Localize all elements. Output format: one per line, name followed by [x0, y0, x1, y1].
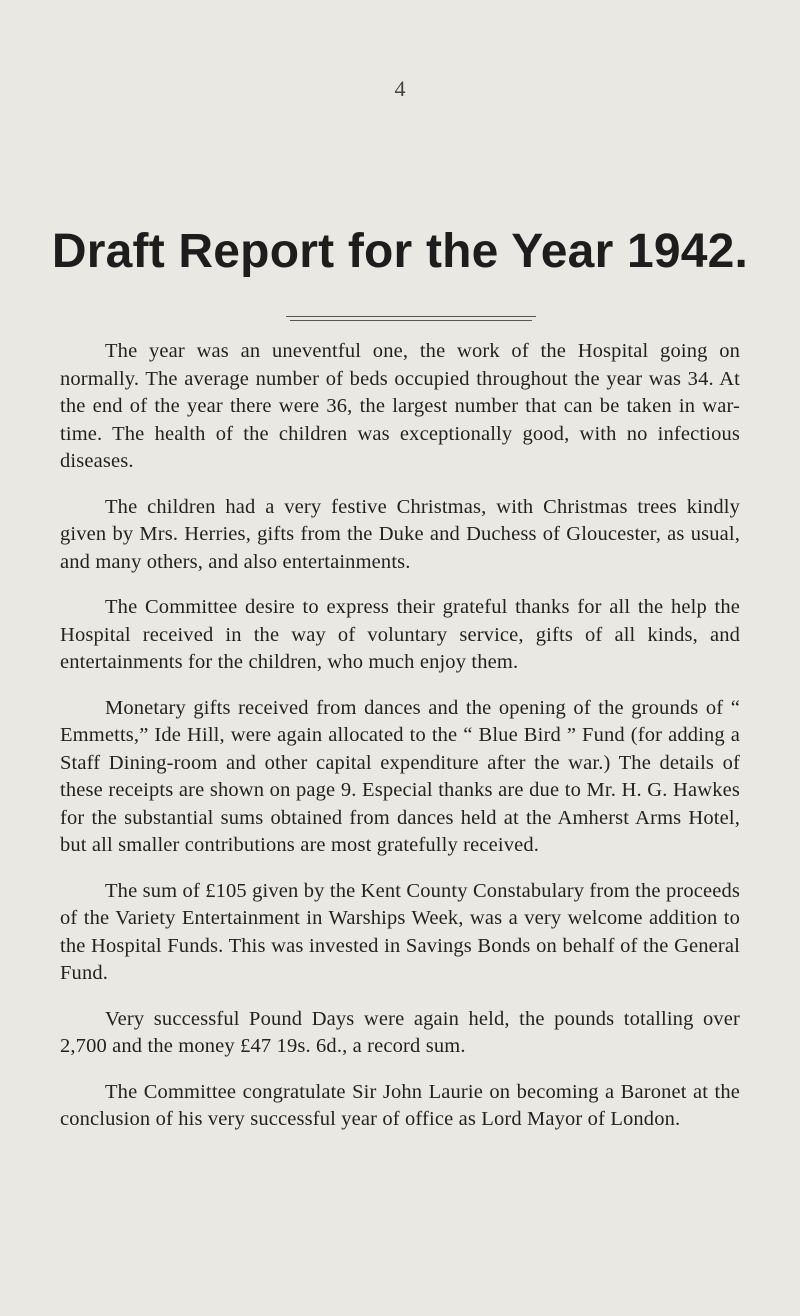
- title-rule-bottom: [290, 320, 532, 321]
- report-body: [60, 338, 740, 1152]
- paragraph-pound-days: Very successful Pound Days were again held, the pounds totalling over 2,700 and the money £47 19s. 6d., a record sum.: [60, 1007, 740, 1057]
- paragraph-christmas: The children had a very festive Christmas, with Christmas trees kindly given by Mrs. Herries, gifts from the Duke and Duchess of Gloucester, as usual, and many others, and also entertainments.: [60, 495, 740, 573]
- paragraph-congratulations: The Committee congratulate Sir John Laurie on becoming a Baronet at the conclusion of his very successful year of office as Lord Mayor of London.: [60, 1080, 740, 1130]
- paragraph-hospital-year: The year was an uneventful one, the work of the Hospital going on normally. The average number of beds occupied throughout the year was 34. At the end of the year there were 36, the largest number that can be taken in war-time. The health of the children was exceptionally good, with no infectious diseases.: [60, 340, 740, 472]
- paragraph-thanks: The Committee desire to express their grateful thanks for all the help the Hospital received in the way of voluntary service, gifts of all kinds, and entertainments for the children, who much enjoy them.: [60, 596, 740, 673]
- page-number: 4: [394, 76, 406, 101]
- title-rule-top: [286, 316, 536, 317]
- paragraph-monetary-gifts: Monetary gifts received from dances and the opening of the grounds of “ Emmetts,” Ide Hill, were again allocated to the “ Blue Bird ” Fund (for adding a Staff Dining-room and other capital expenditure after the war.) The details of these receipts are shown on page 9. Especial thanks are due to Mr. H. G. Hawkes for the substantial sums obtained from dances held at the Amherst Arms Hotel, but all smaller contributions are most gratefully received.: [60, 696, 740, 856]
- paragraph-constabulary: The sum of £105 given by the Kent County Constabulary from the proceeds of the Variety Entertainment in Warships Week, was a very welcome addition to the Hospital Funds. This was invested in Savings Bonds on behalf of the General Fund.: [60, 879, 740, 984]
- report-title: Draft Report for the Year 1942.: [51, 225, 749, 278]
